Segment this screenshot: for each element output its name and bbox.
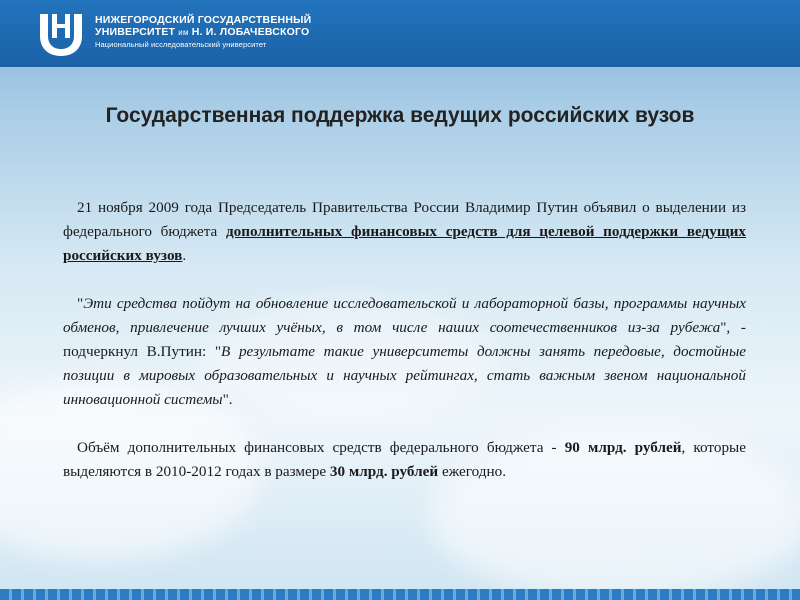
- funding-text3: ежегодно.: [438, 463, 506, 480]
- university-name-line2-part1: УНИВЕРСИТЕТ: [95, 26, 176, 38]
- quote-first: Эти средства пойдут на обновление исследовательской и лабораторной базы, программы научных обменов, привлечение лучших учёных, в том числе наших соотечественников из-за рубежа: [63, 295, 746, 336]
- university-logo-icon: [36, 10, 86, 58]
- university-name-line2-part2: им: [178, 28, 189, 37]
- slide-title: Государственная поддержка ведущих российских вузов: [105, 104, 695, 127]
- slide-body: [63, 196, 746, 508]
- university-name-line2: [95, 26, 311, 39]
- funding-text1: Объём дополнительных финансовых средств федерального бюджета -: [77, 439, 565, 456]
- paragraph-announcement: [63, 196, 746, 268]
- university-name-line2-part3: Н. И. ЛОБАЧЕВСКОГО: [191, 26, 310, 38]
- quote-middle: ", - подчеркнул В.Путин: ": [63, 319, 746, 360]
- funding-yearly-amount: 30 млрд. рублей: [329, 463, 439, 480]
- paragraph1-emphasis: дополнительных финансовых средств для целевой поддержки ведущих российских вузов: [63, 223, 746, 264]
- university-name: [95, 14, 311, 50]
- quote-open: ": [77, 295, 84, 312]
- quote-close: ".: [222, 391, 233, 408]
- university-subtitle: Национальный исследовательский университет: [95, 40, 267, 49]
- paragraph-quote: [63, 292, 746, 412]
- quote-second: В результате такие университеты должны занять передовые, достойные позиции в мировых образовательных и научных рейтингах, стать важным звеном национальной инновационной системы: [63, 343, 746, 408]
- paragraph1-end: .: [182, 247, 187, 264]
- header-banner: [0, 0, 800, 67]
- university-name-line1: НИЖЕГОРОДСКИЙ ГОСУДАРСТВЕННЫЙ: [95, 14, 312, 26]
- funding-text2: , которые выделяются в 2010-2012 годах в размере: [63, 439, 746, 480]
- footer-strip: [0, 589, 800, 600]
- paragraph1-text: 21 ноября 2009 года Председатель Правительства России Владимир Путин объявил о выделении из федерального бюджета: [63, 199, 746, 240]
- paragraph-funding: [63, 436, 746, 484]
- funding-total-amount: 90 млрд. рублей: [564, 439, 682, 456]
